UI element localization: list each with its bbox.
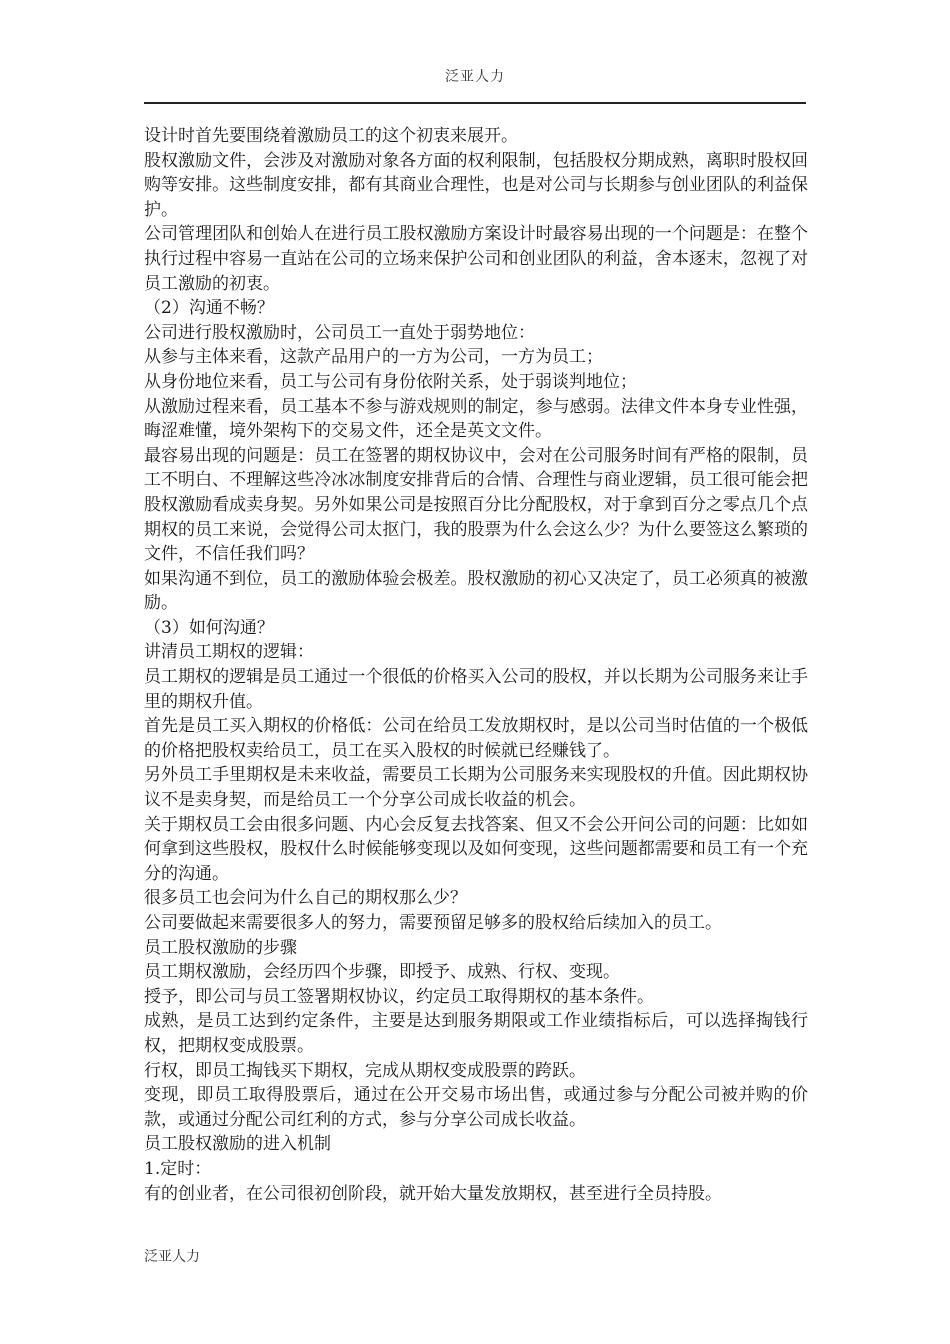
paragraph: 很多员工也会问为什么自己的期权那么少？ <box>144 888 467 909</box>
paragraph: 成熟，是员工达到约定条件，主要是达到服务期限或工作业绩指标后，可以选择掏钱行权，把期权变成股票。 <box>144 1011 808 1056</box>
paragraph: 股权激励文件，会涉及对激励对象各方面的权利限制，包括股权分期成熟，离职时股权回购等安排。这些制度安排，都有其商业合理性，也是对公司与长期参与创业团队的利益保护。 <box>144 150 808 220</box>
paragraph: 另外员工手里期权是未来收益，需要员工长期为公司服务来实现股权的升值。因此期权协议不是卖身契，而是给员工一个分享公司成长收益的机会。 <box>144 765 808 811</box>
paragraph: 公司管理团队和创始人在进行员工股权激励方案设计时最容易出现的一个问题是：在整个执行过程中容易一直站在公司的立场来保护公司和创业团队的利益，舍本逐末，忽视了对员工激励的初衷。 <box>144 224 808 294</box>
header-divider <box>144 102 806 104</box>
paragraph: 从激励过程来看，员工基本不参与游戏规则的制定，参与感弱。法律文件本身专业性强，晦涩难懂，境外架构下的交易文件，还全是英文文件。 <box>144 396 808 442</box>
document-body <box>144 124 808 1206</box>
paragraph: 讲清员工期权的逻辑： <box>144 642 314 663</box>
paragraph: 变现，即员工取得股票后，通过在公开交易市场出售，或通过参与分配公司被并购的价款，或通过分配公司红利的方式，参与分享公司成长收益。 <box>144 1085 808 1130</box>
paragraph: 最容易出现的问题是：员工在签署的期权协议中，会对在公司服务时间有严格的限制，员工不明白、不理解这些冷冰冰制度安排背后的合情、合理性与商业逻辑，员工很可能会把股权激励看成卖身契。另外如果公司是按照百分比分配股权，对于拿到百分之零点几个点期权的员工来说，会觉得公司太抠门，我的股票为什么会这么少？为什么要签这么繁琐的文件，不信任我们吗？ <box>144 445 808 565</box>
section-heading: （2）沟通不畅？ <box>144 298 274 319</box>
paragraph: 设计时首先要围绕着激励员工的这个初衷来展开。 <box>144 126 518 146</box>
paragraph: 有的创业者，在公司很初创阶段，就开始大量发放期权，甚至进行全员持股。 <box>144 1183 722 1204</box>
paragraph: 关于期权员工会由很多问题、内心会反复去找答案、但又不会公开问公司的问题：比如如何拿到这些股权，股权什么时候能够变现以及如何变现，这些问题都需要和员工有一个充分的沟通。 <box>144 814 808 884</box>
page-footer: 泛亚人力 <box>144 1249 200 1265</box>
section-heading: （3）如何沟通？ <box>144 617 274 638</box>
paragraph: 公司要做起来需要很多人的努力，需要预留足够多的股权给后续加入的员工。 <box>144 913 722 933</box>
paragraph: 员工期权激励，会经历四个步骤，即授予、成熟、行权、变现。 <box>144 962 620 983</box>
paragraph: 授予，即公司与员工签署期权协议，约定员工取得期权的基本条件。 <box>144 986 654 1007</box>
paragraph: 行权，即员工掏钱买下期权，完成从期权变成股票的跨跃。 <box>144 1060 586 1081</box>
paragraph: 员工期权的逻辑是员工通过一个很低的价格买入公司的股权，并以长期为公司服务来让手里的期权升值。 <box>144 667 808 712</box>
section-heading: 员工股权激励的进入机制 <box>144 1134 331 1155</box>
paragraph: 从参与主体来看，这款产品用户的一方为公司，一方为员工； <box>144 347 603 368</box>
paragraph: 从身份地位来看，员工与公司有身份依附关系，处于弱谈判地位； <box>144 371 637 392</box>
section-heading: 员工股权激励的步骤 <box>144 937 297 958</box>
page-header: 泛亚人力 <box>445 69 505 85</box>
sub-heading: 1.定时： <box>144 1158 212 1179</box>
paragraph: 首先是员工买入期权的价格低：公司在给员工发放期权时，是以公司当时估值的一个极低的价格把股权卖给员工，员工在买入股权的时候就已经赚钱了。 <box>144 716 808 761</box>
paragraph: 公司进行股权激励时，公司员工一直处于弱势地位： <box>144 322 535 343</box>
paragraph: 如果沟通不到位，员工的激励体验会极差。股权激励的初心又决定了，员工必须真的被激励。 <box>144 568 808 614</box>
